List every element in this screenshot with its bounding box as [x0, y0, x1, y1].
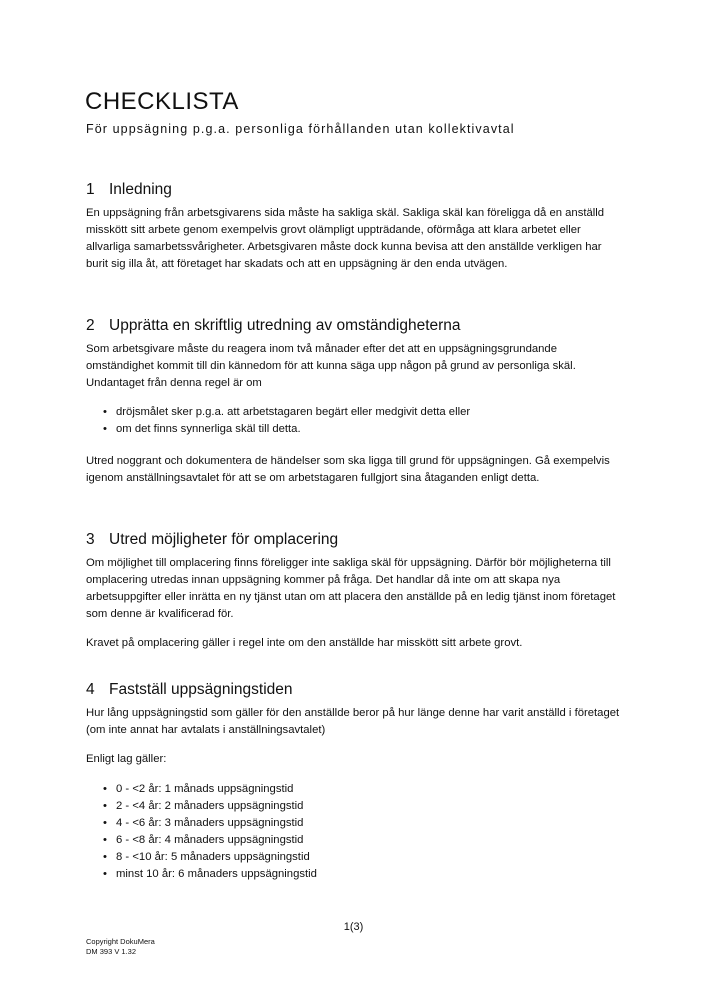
bullet-dot: •	[103, 834, 107, 846]
section-title: Inledning	[109, 181, 172, 198]
section-paragraph: Om möjlighet till omplacering finns föreligger inte sakliga skäl för uppsägning. Därför bör möjligheterna till omplacering utredas innan uppsägning kommer på fråga. Det handlar då inte om att skapa nya arbetsuppgifter eller inrätta en ny tjänst utan om att placera den anställde på en ledig tjänst inom företaget som denne är kvalificerad för.	[86, 557, 616, 620]
bullet-dot: •	[103, 817, 107, 829]
bullet-dot: •	[103, 851, 107, 863]
list-item-text: 4 - <6 år: 3 månaders uppsägningstid	[116, 817, 304, 829]
section-title: Upprätta en skriftlig utredning av omständigheterna	[109, 317, 461, 334]
list-item-text: 2 - <4 år: 2 månaders uppsägningstid	[116, 800, 304, 812]
document-title: CHECKLISTA	[85, 88, 239, 115]
section-heading-3	[86, 531, 338, 549]
list-item-text: 8 - <10 år: 5 månaders uppsägningstid	[116, 851, 310, 863]
bullet-dot: •	[103, 406, 107, 418]
list-item-text: om det finns synnerliga skäl till detta.	[116, 423, 301, 435]
page-number: 1(3)	[343, 921, 364, 933]
bullet-dot: •	[103, 783, 107, 795]
footer-copyright: Copyright DokuMera	[86, 937, 155, 946]
list-item-text: dröjsmålet sker p.g.a. att arbetstagaren begärt eller medgivit detta eller	[116, 406, 471, 418]
bullet-list	[86, 781, 317, 883]
section-paragraph: Hur lång uppsägningstid som gäller för den anställde beror på hur länge denne har varit anställd i företaget (om inte annat har avtalats i anställningsavtalet)	[86, 707, 620, 736]
section-number: 2	[86, 317, 95, 334]
footer-doc-id: DM 393 V 1.32	[86, 947, 137, 956]
bullet-dot: •	[103, 423, 107, 435]
list-item-text: 6 - <8 år: 4 månaders uppsägningstid	[116, 834, 304, 846]
section-heading-1	[86, 181, 172, 199]
list-item-text: 0 - <2 år: 1 månads uppsägningstid	[116, 783, 294, 795]
section-paragraph: En uppsägning från arbetsgivarens sida måste ha sakliga skäl. Sakliga skäl kan föreligga då en anställd misskött sitt arbete genom exempelvis grovt olämpligt uppträdande, oförmåga att klara arbetet eller allvarliga samarbetssvårigheter. Arbetsgivaren måste dock kunna bevisa att den anställde verkligen har burit sig illa åt, att företaget har skadats och att en uppsägning är den enda utvägen.	[86, 207, 605, 270]
list-item	[86, 832, 317, 849]
bullet-list	[86, 404, 470, 438]
section-heading-2	[86, 317, 461, 335]
list-item	[86, 781, 317, 798]
section-title: Fastställ uppsägningstiden	[109, 681, 293, 698]
bullet-dot: •	[103, 868, 107, 880]
list-item	[86, 404, 470, 421]
section-paragraph: Enligt lag gäller:	[86, 753, 167, 765]
list-item	[86, 849, 317, 866]
section-number: 3	[86, 531, 95, 548]
section-title: Utred möjligheter för omplacering	[109, 531, 339, 548]
section-number: 4	[86, 681, 95, 698]
section-heading-4	[86, 681, 293, 699]
list-item-text: minst 10 år: 6 månaders uppsägningstid	[116, 868, 317, 880]
section-paragraph: Kravet på omplacering gäller i regel inte om den anställde har misskött sitt arbete grovt.	[86, 637, 523, 649]
section-paragraph: Utred noggrant och dokumentera de händelser som ska ligga till grund för uppsägningen. Gå exempelvis igenom anställningsavtalet för att se om arbetstagaren fullgjort sina åtaganden enligt detta.	[86, 455, 610, 484]
section-number: 1	[86, 181, 95, 198]
section-paragraph: Som arbetsgivare måste du reagera inom två månader efter det att en uppsägningsgrundande omständighet kommit till din kännedom för att kunna säga upp någon på grund av personliga skäl. Undantaget från denna regel är om	[86, 343, 576, 389]
bullet-dot: •	[103, 800, 107, 812]
list-item	[86, 815, 317, 832]
document-subtitle: För uppsägning p.g.a. personliga förhållanden utan kollektivavtal	[86, 122, 515, 136]
list-item	[86, 798, 317, 815]
list-item	[86, 421, 470, 438]
footer	[86, 937, 155, 957]
list-item	[86, 866, 317, 883]
